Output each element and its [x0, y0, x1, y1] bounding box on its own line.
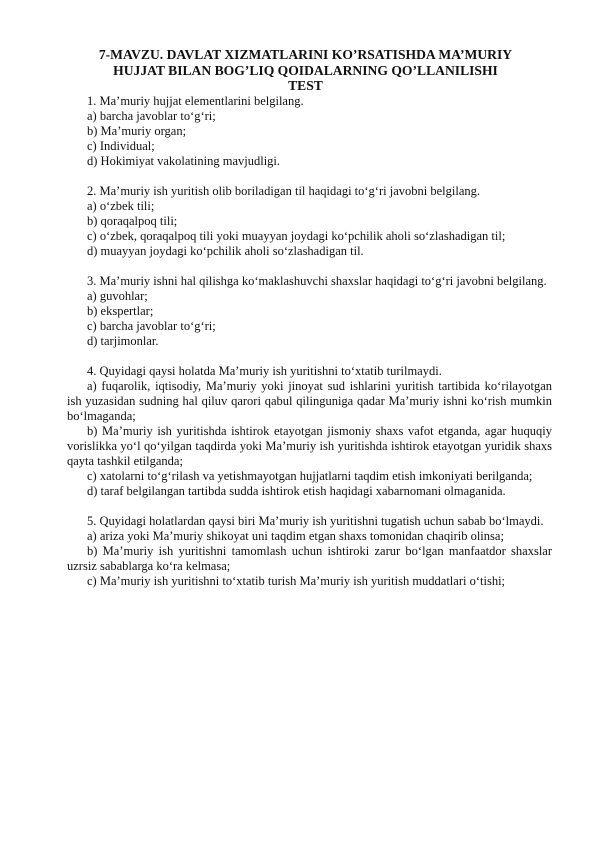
- answer-option: c) Ma’muriy ish yuritishni to‘xtatib turish Ma’muriy ish yuritish muddatlari o‘tishi;: [87, 573, 506, 588]
- answer-option: a) barcha javoblar to‘g‘ri;: [87, 108, 216, 123]
- question-block-2: [87, 184, 552, 259]
- answer-option: c) xatolarni to‘g‘rilash va yetishmayotgan hujjatlarni taqdim etish imkoniyati berilganda;: [87, 468, 533, 483]
- answer-option: b) ekspertlar;: [87, 303, 154, 318]
- question-text: 2. Ma’muriy ish yuritish olib boriladigan til haqidagi to‘g‘ri javobni belgilang.: [87, 183, 480, 198]
- answer-option: c) o‘zbek, qoraqalpoq tili yoki muayyan joydagi ko‘pchilik aholi so‘zlashadigan til;: [87, 228, 506, 243]
- answer-option: d) taraf belgilangan tartibda sudda ishtirok etish haqidagi xabarnomani olmaganida.: [87, 483, 506, 498]
- page-title: [57, 47, 554, 94]
- question-text: 5. Quyidagi holatlardan qaysi biri Ma’muriy ish yuritishni tugatish uchun sabab bo‘lmaydi.: [87, 513, 544, 528]
- answer-option: a) guvohlar;: [87, 288, 148, 303]
- title-line-2: HUJJAT BILAN BOG’LIQ QOIDALARNING QO’LLANILISHI: [113, 62, 498, 78]
- answer-option: b) Ma’muriy ish yuritishda ishtirok etayotgan jismoniy shaxs vafot etganda, agar huquqiy vorislikka yo‘l qo‘yilgan taqdirda yoki Ma’muriy ish yuritishda ishtirok etayotgan yuridik shaxs qayta tashkil etilganda;: [67, 423, 552, 468]
- question-block-3: [87, 274, 552, 349]
- answer-option: d) muayyan joydagi ko‘pchilik aholi so‘zlashadigan til.: [87, 243, 364, 258]
- answer-option: a) ariza yoki Ma’muriy shikoyat uni taqdim etgan shaxs tomonidan chaqirib olinsa;: [87, 528, 504, 543]
- title-line-1: 7-MAVZU. DAVLAT XIZMATLARINI KO’RSATISHDA MA’MURIY: [98, 47, 513, 62]
- title-line-3: TEST: [288, 78, 323, 93]
- question-block-4: [67, 363, 552, 499]
- question-block-5: [67, 513, 552, 589]
- answer-option: c) barcha javoblar to‘g‘ri;: [87, 318, 216, 333]
- answer-option: b) qoraqalpoq tili;: [87, 213, 178, 228]
- answer-option: a) o‘zbek tili;: [87, 198, 155, 213]
- question-text: 4. Quyidagi qaysi holatda Ma’muriy ish yuritishni to‘xtatib turilmaydi.: [87, 363, 442, 378]
- answer-option: d) Hokimiyat vakolatining mavjudligi.: [87, 153, 281, 168]
- answer-option: b) Ma’muriy organ;: [87, 123, 187, 138]
- question-block-1: [87, 94, 552, 169]
- answer-option: d) tarjimonlar.: [87, 333, 159, 348]
- answer-option: b) Ma’muriy ish yuritishni tamomlash uchun ishtiroki zarur bo‘lgan manfaatdor shaxslar uzrsiz sabablarga ko‘ra kelmasa;: [67, 543, 552, 573]
- answer-option: a) fuqarolik, iqtisodiy, Ma’muriy yoki jinoyat sud ishlarini yuritish tartibida ko‘rilayotgan ish yuzasidan sudning hal qiluv qarori qabul qilinguniga qadar Ma’muriy ishni ko‘rish mumkin bo‘lmaganda;: [67, 378, 552, 423]
- answer-option: c) Individual;: [87, 138, 155, 153]
- question-text: 1. Ma’muriy hujjat elementlarini belgilang.: [87, 93, 304, 108]
- question-text: 3. Ma’muriy ishni hal qilishga ko‘maklashuvchi shaxslar haqidagi to‘g‘ri javobni belgilang.: [87, 273, 547, 288]
